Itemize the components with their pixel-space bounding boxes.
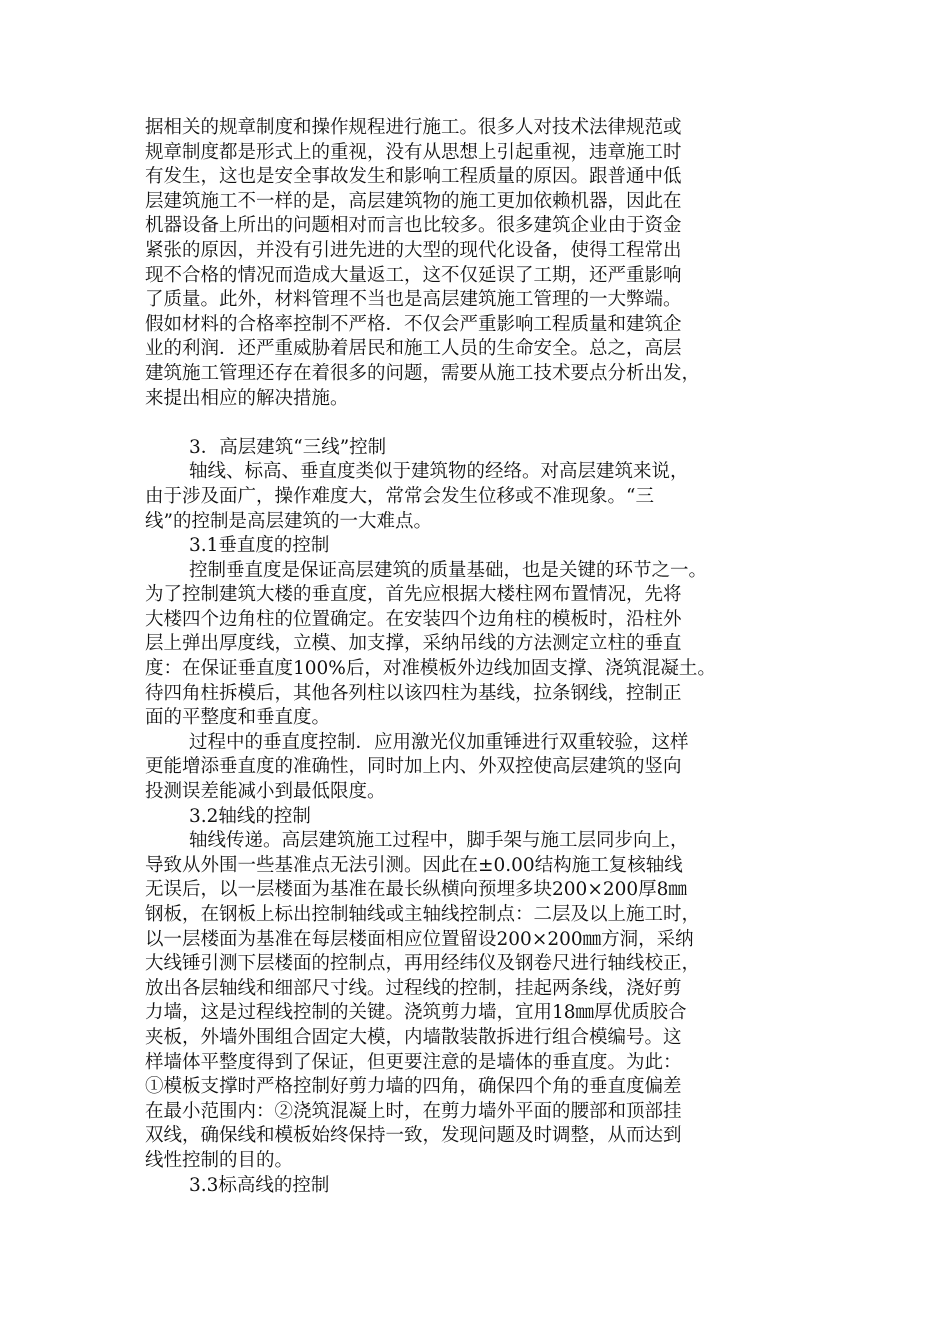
text-line: 放出各层轴线和细部尺寸线。过程线的控制，挂起两条线，浇好剪 [145, 977, 682, 999]
paragraph-gap [145, 411, 815, 436]
text-line: 导致从外围一些基准点无法引测。因此在±0.00结构施工复核轴线 [145, 854, 683, 876]
document-body [145, 116, 815, 1198]
text-line: 轴线传递。高层建筑施工过程中，脚手架与施工层同步向上， [189, 830, 689, 852]
text-line: 据相关的规章制度和操作规程进行施工。很多人对技术法律规范或 [145, 117, 682, 138]
text-line: 待四角柱拆模后，其他各列柱以该四柱为基线，拉条钢线，控制正 [145, 682, 682, 704]
text-line: 为了控制建筑大楼的垂直度，首先应根据大楼柱网布置情况，先将 [145, 584, 682, 606]
section-3-1 [145, 534, 815, 805]
text-line: 度：在保证垂直度100%后，对准模板外边线加固支撑、浇筑混凝土。 [145, 658, 716, 680]
text-line: 力墙，这是过程线控制的关键。浇筑剪力墙，宜用18㎜厚优质胶合 [145, 1002, 687, 1024]
text-line: ①模板支撑时严格控制好剪力墙的四角，确保四个角的垂直度偏差 [145, 1076, 682, 1098]
text-line: 紧张的原因，并没有引进先进的大型的现代化设备，使得工程常出 [145, 239, 682, 261]
section-3 [145, 436, 815, 534]
text-line: 钢板，在钢板上标出控制轴线或主轴线控制点：二层及以上施工时， [145, 904, 701, 925]
section-3-2 [145, 805, 815, 1174]
text-line: 投测误差能减小到最低限度。 [145, 781, 386, 803]
text-line: 由于涉及面广，操作难度大，常常会发生位移或不准现象。“三 [145, 485, 654, 507]
text-line: 轴线、标高、垂直度类似于建筑物的经络。对高层建筑来说， [189, 461, 689, 483]
text-line: 层上弹出厚度线，立模、加支撑，采纳吊线的方法测定立柱的垂直 [145, 633, 682, 655]
text-line: 建筑施工管理还存在着很多的问题，需要从施工技术要点分析出发， [145, 362, 701, 384]
text-line: 更能增添垂直度的准确性，同时加上内、外双控使高层建筑的竖向 [145, 756, 682, 778]
text-line: 业的利润．还严重威胁着居民和施工人员的生命安全。总之，高层 [145, 338, 682, 360]
text-line: 了质量。此外，材料管理不当也是高层建筑施工管理的一大弊端。 [145, 289, 682, 311]
section-heading: 3.1垂直度的控制 [189, 535, 330, 557]
text-line: 大楼四个边角柱的位置确定。在安装四个边角柱的模板时，沿柱外 [145, 608, 682, 630]
text-line: 线性控制的目的。 [145, 1149, 294, 1171]
text-line: 现不合格的情况而造成大量返工，这不仅延误了工期，还严重影响 [145, 264, 682, 286]
text-line: 规章制度都是形式上的重视，没有从思想上引起重视，违章施工时 [145, 141, 682, 163]
text-line: 来提出相应的解决措施。 [145, 387, 349, 409]
text-line: 假如材料的合格率控制不严格．不仅会严重影响工程质量和建筑企 [145, 313, 682, 335]
section-heading: 3.2轴线的控制 [189, 805, 311, 827]
text-line: 夹板，外墙外围组合固定大模，内墙散装散拆进行组合模编号。这 [145, 1026, 682, 1048]
text-line: 在最小范围内：②浇筑混凝上时，在剪力墙外平面的腰部和顶部挂 [145, 1100, 682, 1122]
text-line: 有发生，这也是安全事故发生和影响工程质量的原因。跟普通中低 [145, 166, 682, 188]
text-line: 面的平整度和垂直度。 [145, 707, 331, 729]
intro-paragraph [145, 116, 815, 411]
text-line: 双线，确保线和模板始终保持一致，发现问题及时调整，从而达到 [145, 1125, 682, 1147]
text-line: 以一层楼面为基准在每层楼面相应位置留设200×200㎜方洞，采纳 [145, 928, 694, 950]
text-line: 层建筑施工不一样的是，高层建筑物的施工更加依赖机器，因此在 [145, 190, 682, 212]
section-heading: 3.3标高线的控制 [189, 1174, 330, 1196]
text-line: 大线锤引测下层楼面的控制点，再用经纬仪及钢卷尺进行轴线校正， [145, 953, 701, 975]
text-line: 机器设备上所出的问题相对而言也比较多。很多建筑企业由于资金 [145, 215, 682, 237]
text-line: 无误后，以一层楼面为基准在最长纵横向预埋多块200×200厚8㎜ [145, 879, 687, 901]
section-3-3 [145, 1174, 815, 1199]
text-line: 过程中的垂直度控制．应用激光仪加重锤进行双重较验，这样 [189, 731, 689, 753]
section-heading: 3．高层建筑“三线”控制 [189, 436, 387, 458]
text-line: 控制垂直度是保证高层建筑的质量基础，也是关键的环节之一。 [189, 559, 708, 581]
text-line: 线”的控制是高层建筑的一大难点。 [145, 510, 432, 532]
text-line: 样墙体平整度得到了保证，但更要注意的是墙体的垂直度。为此： [145, 1051, 682, 1073]
